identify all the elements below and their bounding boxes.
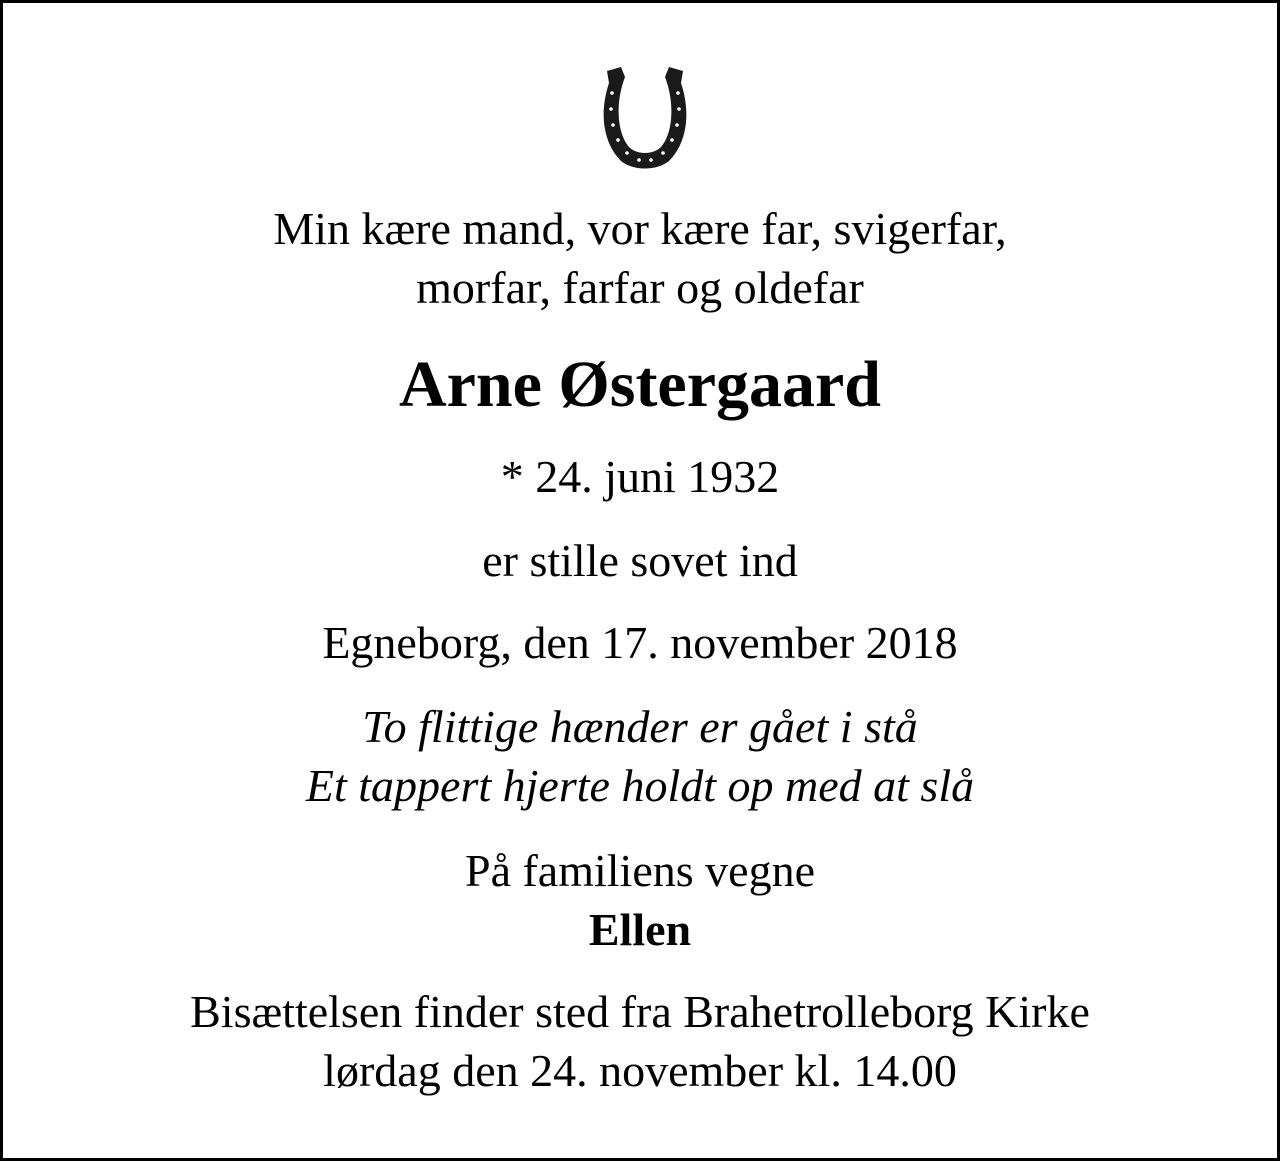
funeral-line-1: Bisættelsen finder sted fra Brahetrolleborg Kirke xyxy=(190,986,1090,1037)
birth-date: * 24. juni 1932 xyxy=(500,451,780,502)
intro-line-2: morfar, farfar og oldefar xyxy=(416,262,864,313)
verse-line-2: Et tappert hjerte holdt op med at slå xyxy=(305,760,975,811)
intro-line-1: Min kære mand, vor kære far, svigerfar, xyxy=(273,203,1007,254)
signatory-name: Ellen xyxy=(588,904,692,955)
verse-line-1: To flittige hænder er gået i stå xyxy=(362,701,918,752)
place-and-date: Egneborg, den 17. november 2018 xyxy=(322,617,958,668)
funeral-line-2: lørdag den 24. november kl. 14.00 xyxy=(323,1045,957,1096)
deceased-name: Arne Østergaard xyxy=(398,348,882,421)
on-behalf-text: På familiens vegne xyxy=(464,845,815,896)
horseshoe-icon xyxy=(599,63,691,175)
passing-phrase: er stille sovet ind xyxy=(482,535,798,586)
